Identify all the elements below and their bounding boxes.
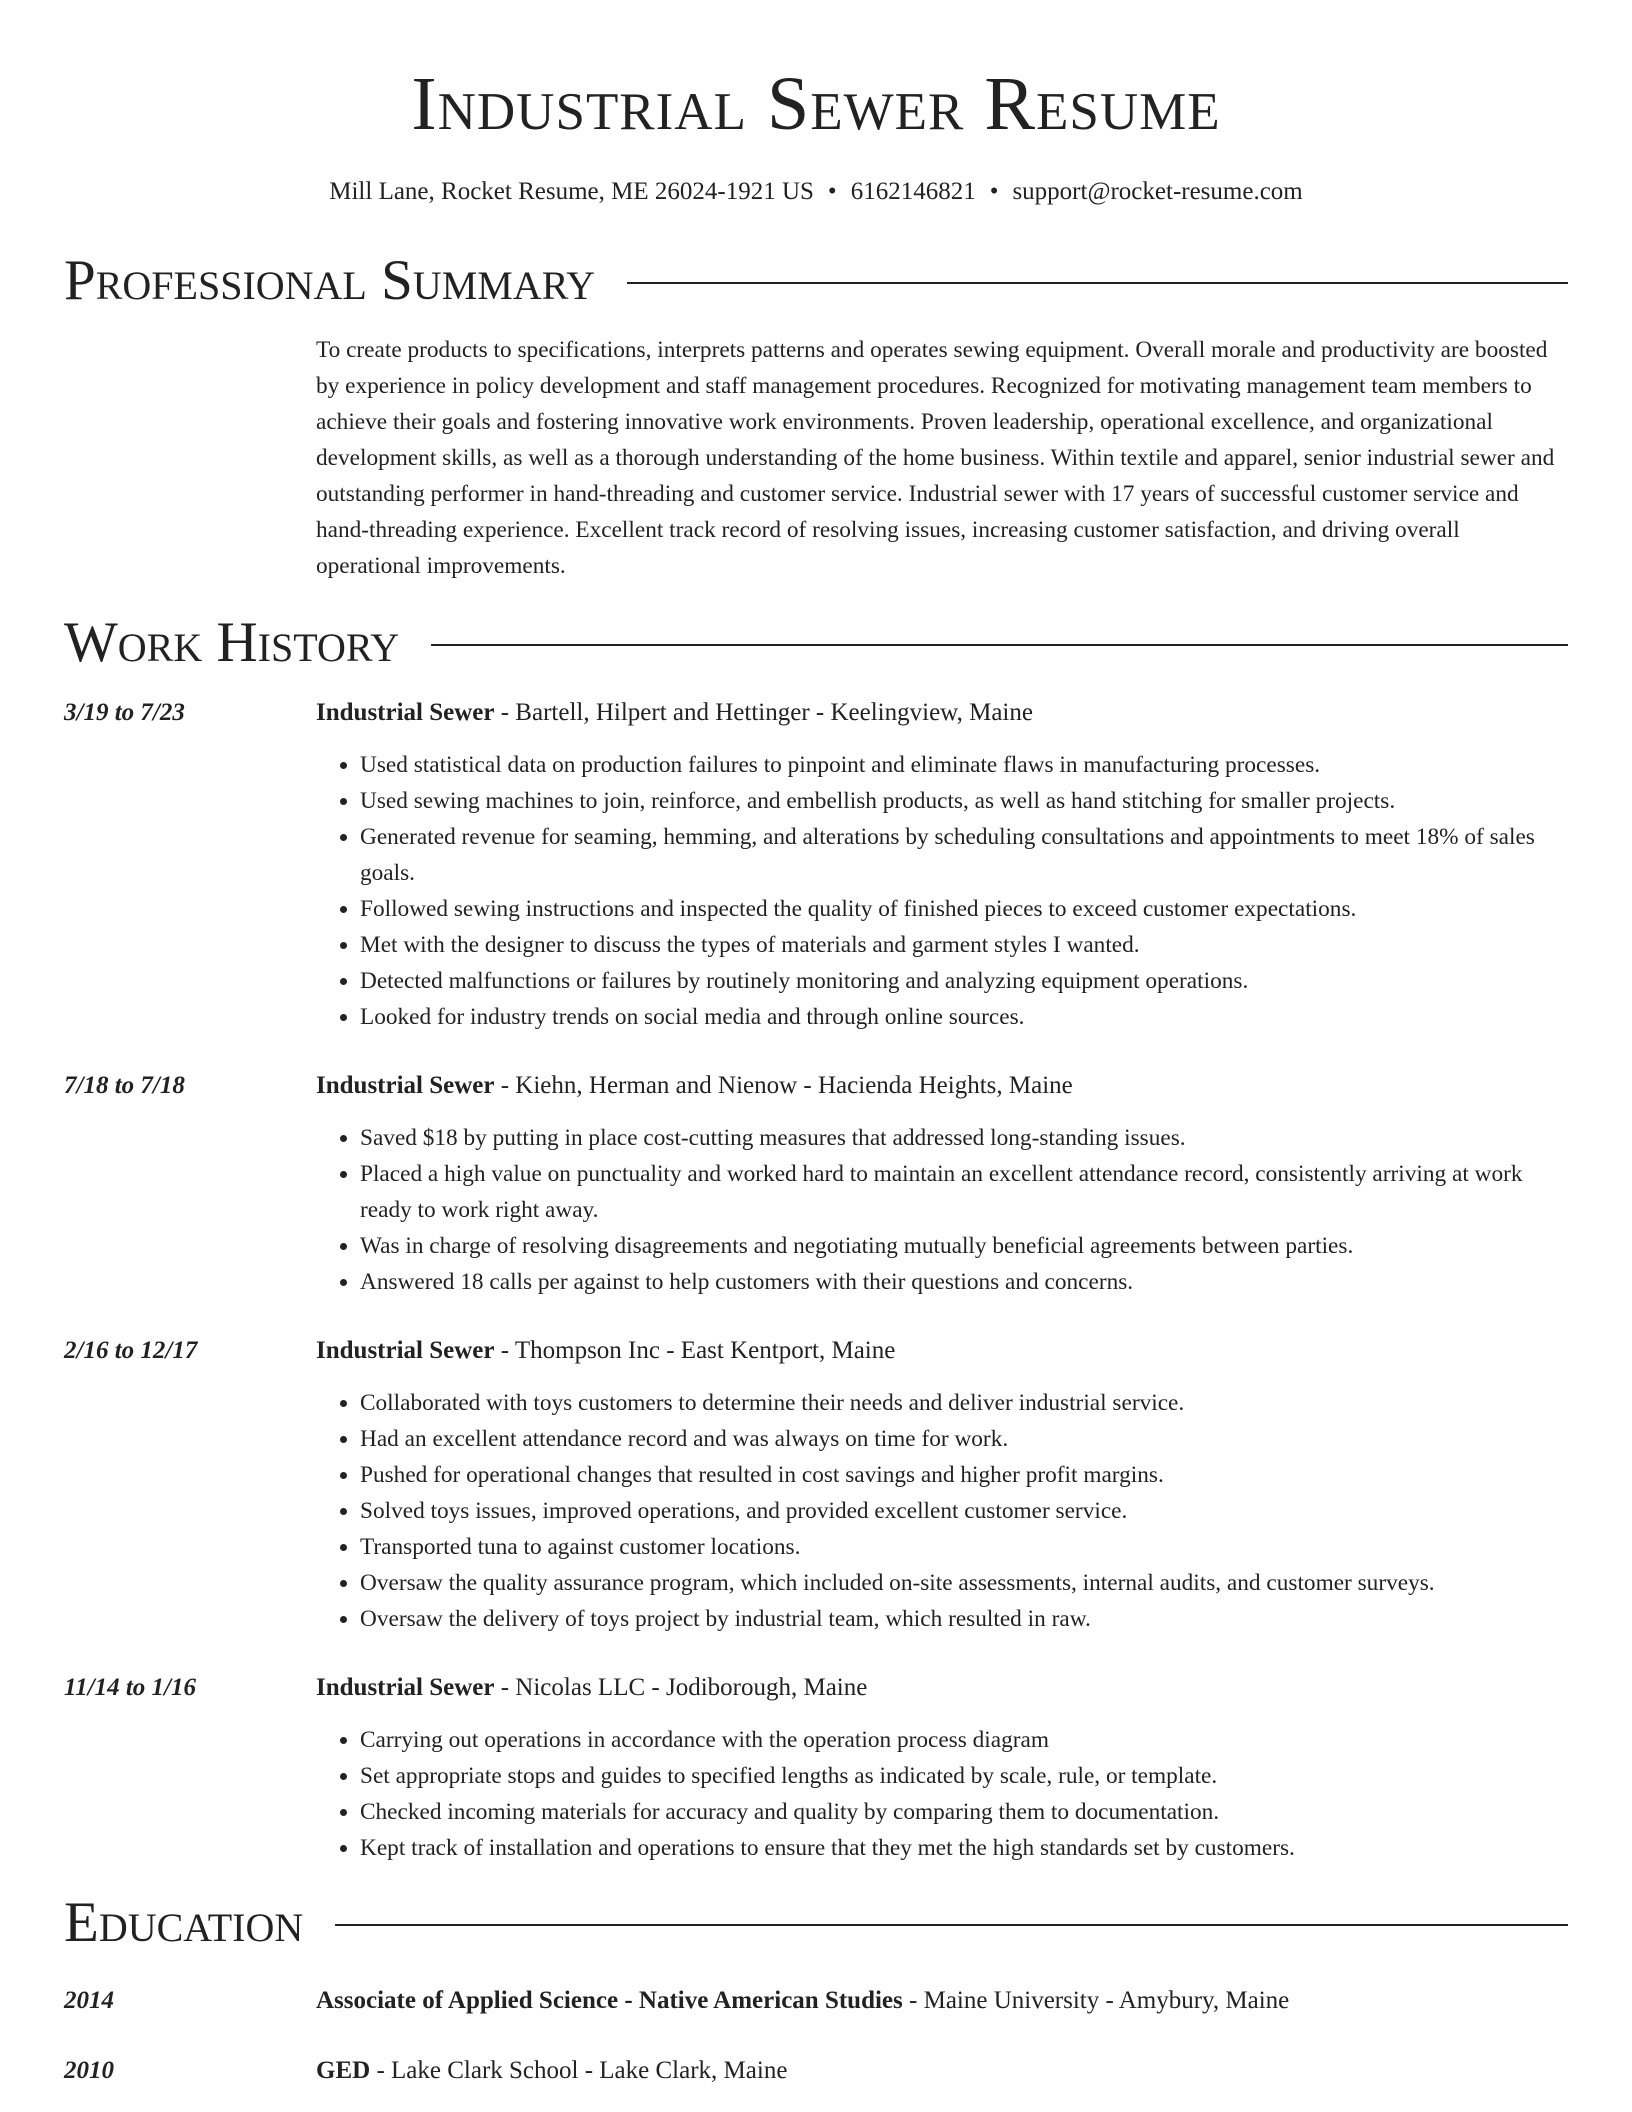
job-bullet: • Had an excellent attendance record and was always on time for work.: [360, 1421, 1568, 1457]
education-degree: Associate of Applied Science - Native American Studies: [316, 1987, 903, 2014]
job-bullet: • Solved toys issues, improved operations, and provided excellent customer service.: [360, 1493, 1568, 1529]
education-line: [316, 2054, 1568, 2088]
job-details: - Bartell, Hilpert and Hettinger - Keelingview, Maine: [494, 699, 1033, 726]
job-bullets: [316, 1120, 1568, 1300]
job-bullet: • Met with the designer to discuss the types of materials and garment styles I wanted.: [360, 927, 1568, 963]
summary-text: To create products to specifications, interprets patterns and operates sewing equipment. Overall morale and productivity are boosted by experience in policy development and staff management procedures. Recognized for motivating management team members to achieve their goals and fostering innovative work environments. Proven leadership, operational excellence, and organizational development skills, as well as a thorough understanding of the home business. Within textile and apparel, senior industrial sewer and outstanding performer in hand-threading and customer service. Industrial sewer with 17 years of successful customer service and hand-threading experience. Excellent track record of resolving issues, increasing customer satisfaction, and driving overall operational improvements.: [316, 337, 1555, 579]
job-body: [316, 696, 1568, 1035]
job-entry: [64, 1069, 1568, 1300]
education-section-header: [64, 1892, 1568, 1954]
job-body: [316, 1069, 1568, 1300]
job-bullets: [316, 747, 1568, 1035]
job-entry: [64, 696, 1568, 1035]
education-line: [316, 1984, 1568, 2018]
job-title: Industrial Sewer: [316, 1072, 495, 1099]
education-degree: GED: [316, 2057, 371, 2084]
job-body: [316, 1671, 1568, 1866]
job-dates: 3/19 to 7/23: [64, 699, 185, 726]
section-divider: [431, 644, 1568, 646]
job-bullets: [316, 1385, 1568, 1637]
job-title-line: [316, 1334, 1568, 1368]
job-bullet: • Was in charge of resolving disagreements and negotiating mutually beneficial agreements between parties.: [360, 1228, 1568, 1264]
work-history-section-header: [64, 612, 1568, 674]
job-details: - Nicolas LLC - Jodiborough, Maine: [494, 1674, 868, 1701]
contact-line: [64, 176, 1568, 208]
job-entry: [64, 1671, 1568, 1866]
resume-title: Industrial Sewer Resume: [411, 62, 1221, 146]
education-entry: [64, 2054, 1568, 2088]
job-bullet: • Set appropriate stops and guides to specified lengths as indicated by scale, rule, or template.: [360, 1758, 1568, 1794]
contact-address: Mill Lane, Rocket Resume, ME 26024-1921 US: [329, 178, 814, 205]
job-title: Industrial Sewer: [316, 1337, 495, 1364]
job-bullet: • Pushed for operational changes that resulted in cost savings and higher profit margins.: [360, 1457, 1568, 1493]
job-bullet: • Used statistical data on production failures to pinpoint and eliminate flaws in manufacturing processes.: [360, 747, 1568, 783]
job-bullet: • Answered 18 calls per against to help customers with their questions and concerns.: [360, 1264, 1568, 1300]
job-bullet: • Looked for industry trends on social media and through online sources.: [360, 999, 1568, 1035]
job-title-line: [316, 1671, 1568, 1705]
job-title: Industrial Sewer: [316, 1674, 495, 1701]
contact-email: support@rocket-resume.com: [1012, 178, 1303, 205]
job-dates: 7/18 to 7/18: [64, 1072, 185, 1099]
job-body: [316, 1334, 1568, 1637]
section-divider: [335, 1924, 1568, 1926]
job-title: Industrial Sewer: [316, 699, 495, 726]
job-bullet: • Oversaw the delivery of toys project by industrial team, which resulted in raw.: [360, 1601, 1568, 1637]
job-title-line: [316, 696, 1568, 730]
education-year: 2014: [64, 1987, 114, 2014]
summary-heading: Professional Summary: [64, 249, 596, 312]
job-bullet: • Detected malfunctions or failures by routinely monitoring and analyzing equipment operations.: [360, 963, 1568, 999]
job-details: - Kiehn, Herman and Nienow - Hacienda Heights, Maine: [494, 1072, 1073, 1099]
job-bullet: • Generated revenue for seaming, hemming, and alterations by scheduling consultations and appointments to meet 18% of sales goals.: [360, 819, 1568, 891]
education-body: [316, 1984, 1568, 2018]
job-dates: 2/16 to 12/17: [64, 1337, 198, 1364]
job-bullet: • Placed a high value on punctuality and worked hard to maintain an excellent attendance record, consistently arriving at work ready to work right away.: [360, 1156, 1568, 1228]
section-divider: [627, 282, 1568, 284]
contact-phone: 6162146821: [850, 178, 976, 205]
job-dates: 11/14 to 1/16: [64, 1674, 196, 1701]
job-bullet: • Collaborated with toys customers to determine their needs and deliver industrial service.: [360, 1385, 1568, 1421]
job-details: - Thompson Inc - East Kentport, Maine: [494, 1337, 896, 1364]
job-title-line: [316, 1069, 1568, 1103]
contact-separator: •: [989, 178, 999, 205]
job-bullet: • Checked incoming materials for accuracy and quality by comparing them to documentation.: [360, 1794, 1568, 1830]
work-history-heading: Work History: [64, 611, 400, 674]
education-body: [316, 2054, 1568, 2088]
education-heading: Education: [64, 1891, 304, 1954]
education-year: 2010: [64, 2057, 114, 2084]
job-bullet: • Oversaw the quality assurance program, which included on-site assessments, internal audits, and customer surveys.: [360, 1565, 1568, 1601]
job-bullet: • Followed sewing instructions and inspected the quality of finished pieces to exceed customer expectations.: [360, 891, 1568, 927]
education-details: - Lake Clark School - Lake Clark, Maine: [370, 2057, 788, 2084]
job-bullet: • Kept track of installation and operations to ensure that they met the high standards set by customers.: [360, 1830, 1568, 1866]
summary-section-header: [64, 250, 1568, 312]
job-entry: [64, 1334, 1568, 1637]
education-details: - Maine University - Amybury, Maine: [902, 1987, 1290, 2014]
education-entry: [64, 1984, 1568, 2018]
job-bullets: [316, 1722, 1568, 1866]
job-bullet: • Carrying out operations in accordance with the operation process diagram: [360, 1722, 1568, 1758]
job-bullet: • Used sewing machines to join, reinforce, and embellish products, as well as hand stitching for smaller projects.: [360, 783, 1568, 819]
job-bullet: • Transported tuna to against customer locations.: [360, 1529, 1568, 1565]
contact-separator: •: [827, 178, 837, 205]
job-bullet: • Saved $18 by putting in place cost-cutting measures that addressed long-standing issues.: [360, 1120, 1568, 1156]
